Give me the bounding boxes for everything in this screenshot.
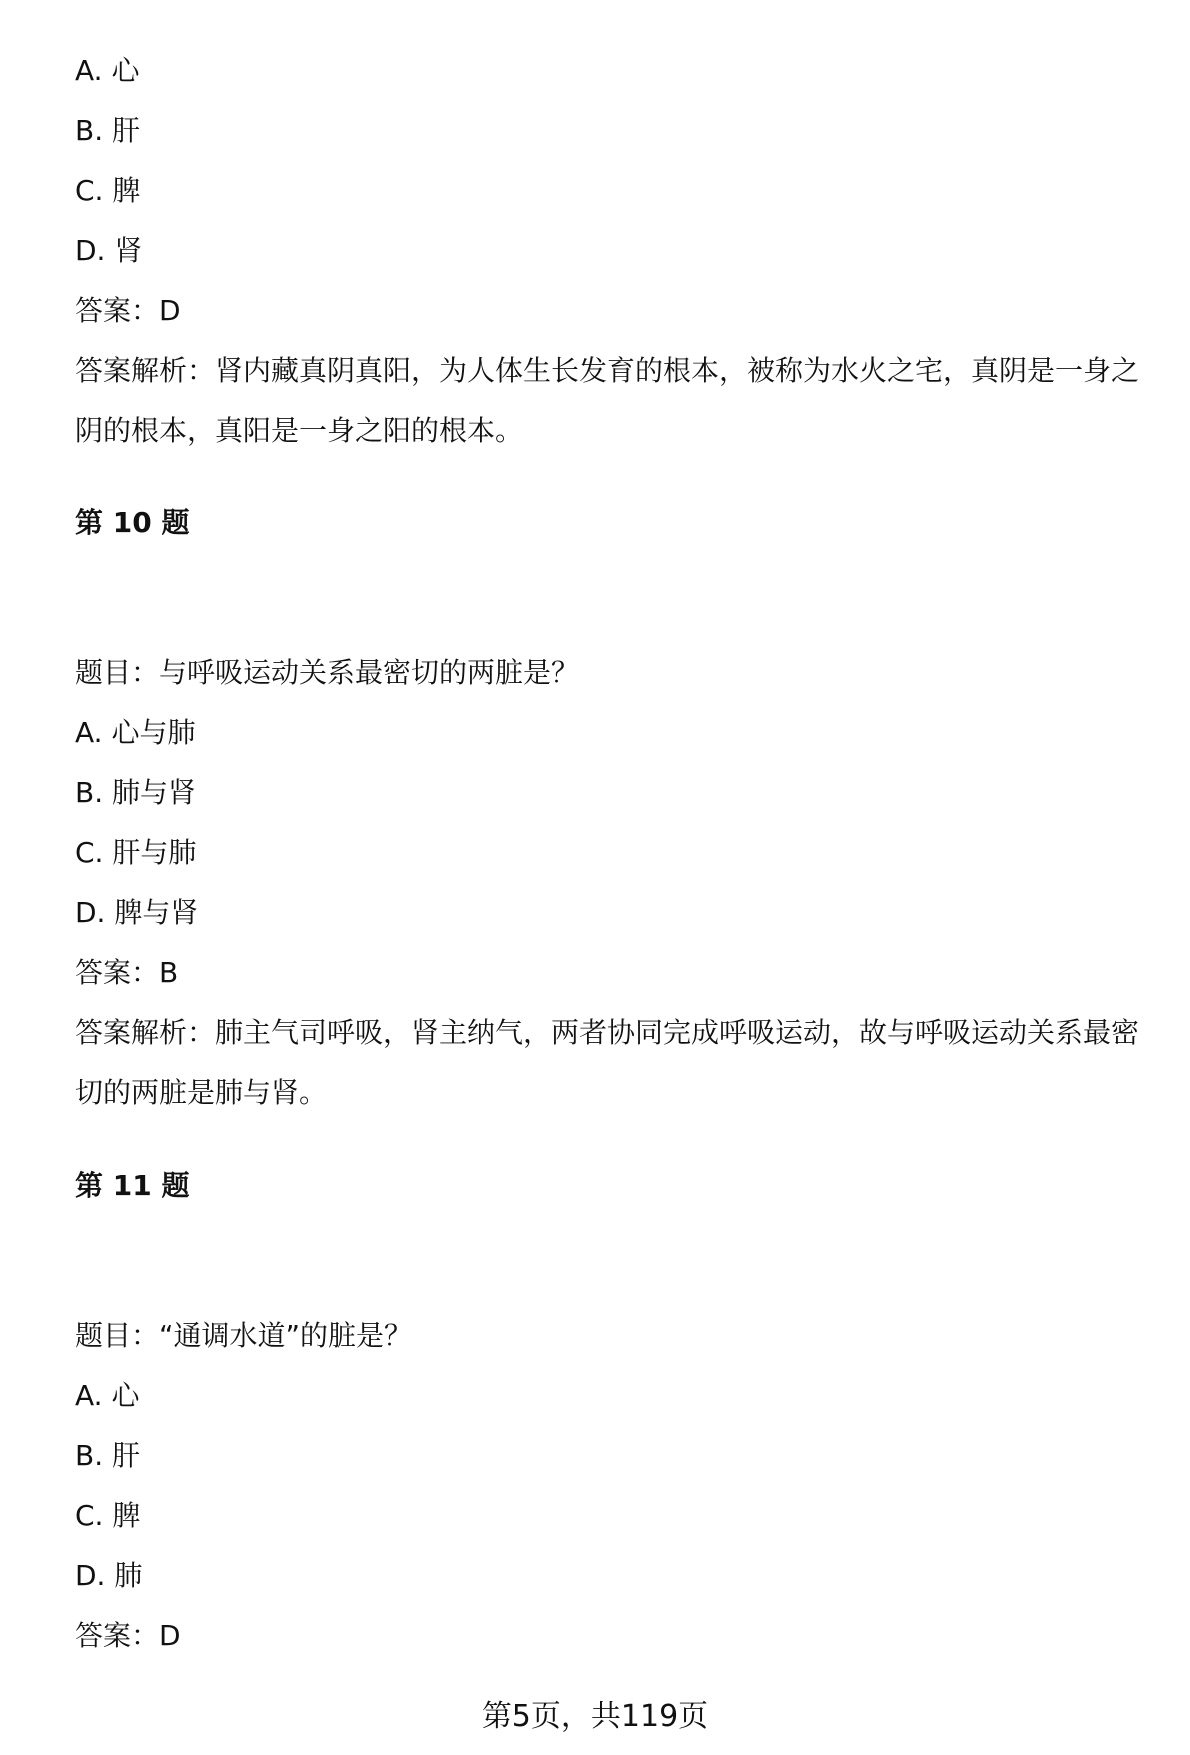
q10-option-b: B. 肺与肾 xyxy=(75,776,197,809)
q10-option-a: A. 心与肺 xyxy=(75,716,196,749)
q9-answer: 答案：D xyxy=(75,294,181,327)
q11-heading: 第 11 题 xyxy=(75,1169,190,1202)
page-number-footer: 第5页，共119页 xyxy=(481,1699,709,1734)
q10-option-d: D. 脾与肾 xyxy=(75,896,199,929)
q11-option-c: C. 脾 xyxy=(75,1499,141,1532)
q10-heading: 第 10 题 xyxy=(75,506,190,539)
q9-option-c: C. 脾 xyxy=(75,174,141,207)
q11-answer: 答案：D xyxy=(75,1619,181,1652)
q10-option-c: C. 肝与肺 xyxy=(75,836,197,869)
q10-answer: 答案：B xyxy=(75,956,179,989)
q11-option-d: D. 肺 xyxy=(75,1559,143,1592)
q11-option-b: B. 肝 xyxy=(75,1439,141,1472)
q10-analysis: 答案解析：肺主气司呼吸，肾主纳气，两者协同完成呼吸运动，故与呼吸运动关系最密切的两脏是肺与肾。 xyxy=(75,1016,1140,1109)
q10-question: 题目：与呼吸运动关系最密切的两脏是？ xyxy=(75,656,580,689)
q11-question: 题目：“通调水道”的脏是？ xyxy=(75,1319,413,1352)
q9-analysis: 答案解析：肾内藏真阴真阳，为人体生长发育的根本，被称为水火之宅，真阴是一身之阴的根本，真阳是一身之阳的根本。 xyxy=(75,354,1140,447)
q9-option-b: B. 肝 xyxy=(75,114,141,147)
q11-option-a: A. 心 xyxy=(75,1379,140,1412)
q9-option-d: D. 肾 xyxy=(75,234,143,267)
q9-option-a: A. 心 xyxy=(75,54,140,87)
